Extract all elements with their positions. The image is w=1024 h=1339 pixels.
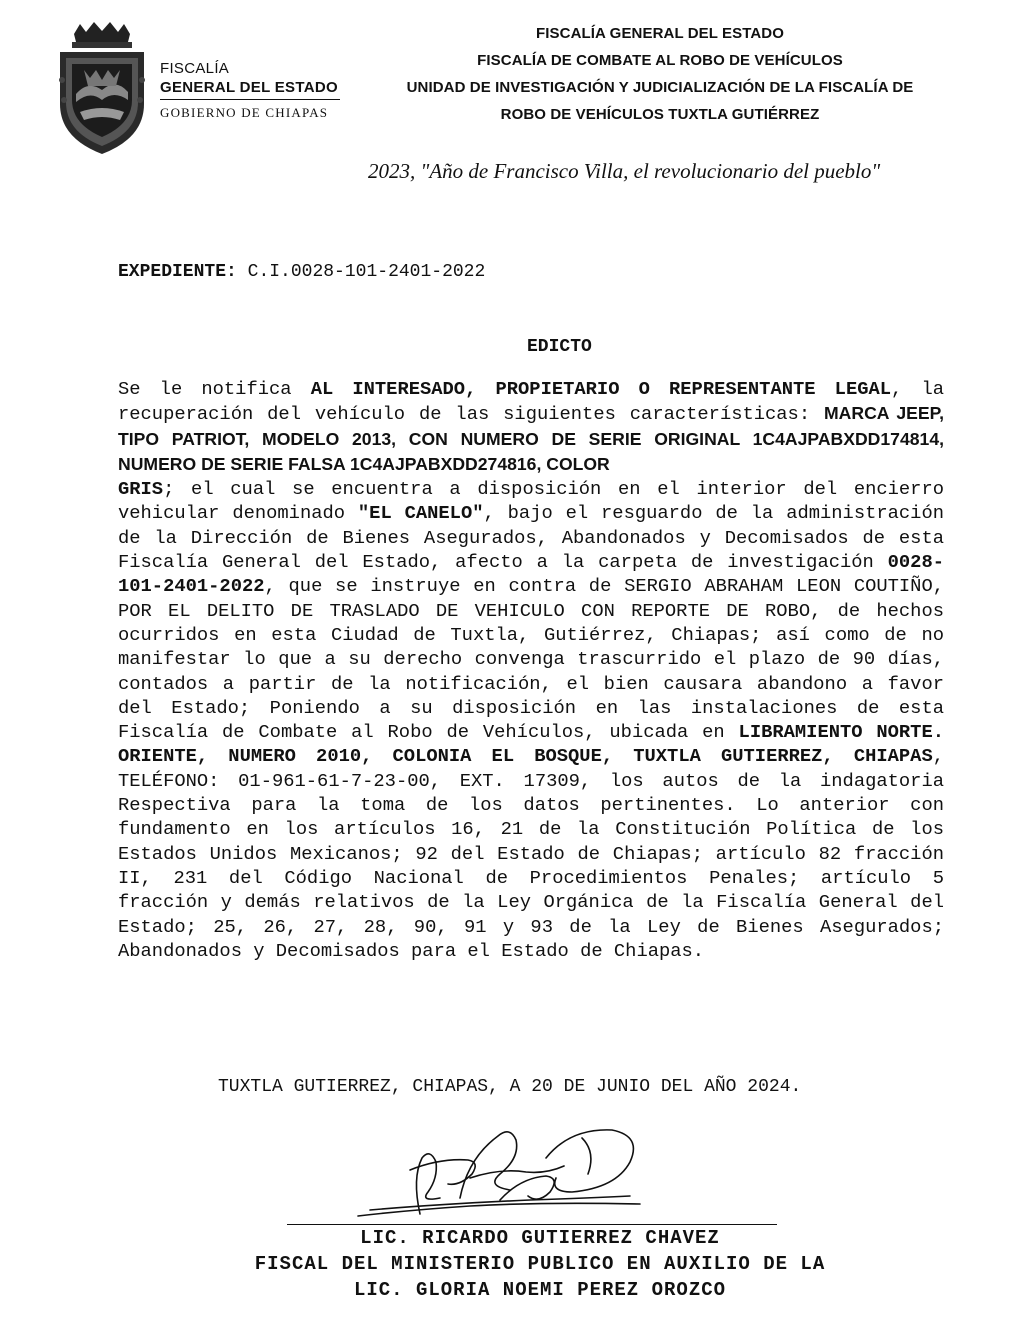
case-number: 0028-101-2401-2022 — [118, 551, 944, 598]
brand-divider — [160, 99, 340, 100]
place-and-date: TUXTLA GUTIERREZ, CHIAPAS, A 20 DE JUNIO DEL AÑO 2024. — [218, 1077, 802, 1097]
document-title: EDICTO — [527, 337, 592, 357]
brand-line-fiscalia: FISCALÍA — [160, 60, 230, 77]
brand-line-gobierno: GOBIERNO DE CHIAPAS — [160, 105, 329, 120]
vehicle-description: MARCA JEEP, TIPO PATRIOT, MODELO 2013, CON NUMERO DE SERIE ORIGINAL 1C4AJPABXDD174814, NUMERO DE SERIE FALSA 1C4AJPABXDD274816, COLOR — [118, 403, 944, 474]
office-address: LIBRAMIENTO NORTE. ORIENTE, NUMERO 2010, COLONIA EL BOSQUE, TUXTLA GUTIERREZ, CHIAPAS — [118, 721, 944, 768]
expediente-line — [118, 262, 485, 282]
vehicle-color: GRIS — [118, 478, 164, 501]
vehicle-lot-name: "EL CANELO" — [357, 502, 484, 525]
header-line-1: FISCALÍA GENERAL DEL ESTADO — [536, 25, 784, 42]
handwritten-signature — [350, 1118, 650, 1224]
header-line-4: ROBO DE VEHÍCULOS TUXTLA GUTIÉRREZ — [500, 106, 820, 123]
header-line-2: FISCALÍA DE COMBATE AL ROBO DE VEHÍCULOS — [477, 52, 843, 69]
body-text: , bajo el resguardo de la administración de la Dirección de Bienes Asegurados, Abandonados y Decomisados de esta Fiscalía General del Estado, afecto a la carpeta de investigación — [118, 502, 944, 574]
body-text: , la recuperación del vehículo de las siguientes características: — [118, 378, 945, 426]
signature-line — [287, 1224, 777, 1225]
signatory-name: LIC. RICARDO GUTIERREZ CHAVEZ — [360, 1227, 720, 1249]
expediente-label: EXPEDIENTE: — [118, 262, 237, 282]
brand-line-general: GENERAL DEL ESTADO — [160, 79, 338, 96]
header-line-3: UNIDAD DE INVESTIGACIÓN Y JUDICIALIZACIÓN DE LA FISCALÍA DE — [406, 79, 914, 96]
expediente-value: C.I.0028-101-2401-2022 — [247, 262, 486, 282]
signatory-role: FISCAL DEL MINISTERIO PUBLICO EN AUXILIO DE LA — [254, 1253, 826, 1275]
coat-of-arms-icon — [54, 20, 150, 156]
body-text: Se le notifica — [118, 378, 311, 400]
edict-body — [118, 377, 944, 963]
body-text: , que se instruye en contra de SERGIO ABRAHAM LEON COUTIÑO, POR EL DELITO DE TRASLADO DE VEHICULO CON REPORTE DE ROBO, de hechos ocurridos en esta Ciudad de Tuxtla, Gutiérrez, Chiapas; así como de no manifestar lo que a su derecho convenga trascurrido el plazo de 90 días, contados a partir de la notificación, el bien causara abandono a favor del Estado; Poniendo a su disposición en las instalaciones de esta Fiscalía de Combate al Robo de Vehículos, ubicada en — [118, 575, 944, 744]
body-text: ; el cual se encuentra a disposición en el interior del encierro vehicular denominado — [118, 478, 944, 525]
body-text: , TELÉFONO: 01-961-61-7-23-00, EXT. 17309, los autos de la indagatoria Respectiva para la toma de los datos pertinentes. Lo anterior con fundamento en los artículos 16, 21 de la Constitución Política de los Estados Unidos Mexicanos; 92 del Estado de Chiapas; artículo 82 fracción II, 231 del Código Nacional de Procedimientos Penales; artículo 5 fracción y demás relativos de la Ley Orgánica de la Fiscalía General del Estado; 25, 26, 27, 28, 90, 91 y 93 de la Ley de Bienes Asegurados; Abandonados y Decomisados para el Estado de Chiapas. — [118, 745, 944, 962]
signatory-principal: LIC. GLORIA NOEMI PEREZ OROZCO — [353, 1279, 727, 1301]
addressee: AL INTERESADO, PROPIETARIO O REPRESENTANTE LEGAL — [310, 378, 892, 400]
year-motto: 2023, "Año de Francisco Villa, el revolucionario del pueblo" — [368, 159, 881, 183]
